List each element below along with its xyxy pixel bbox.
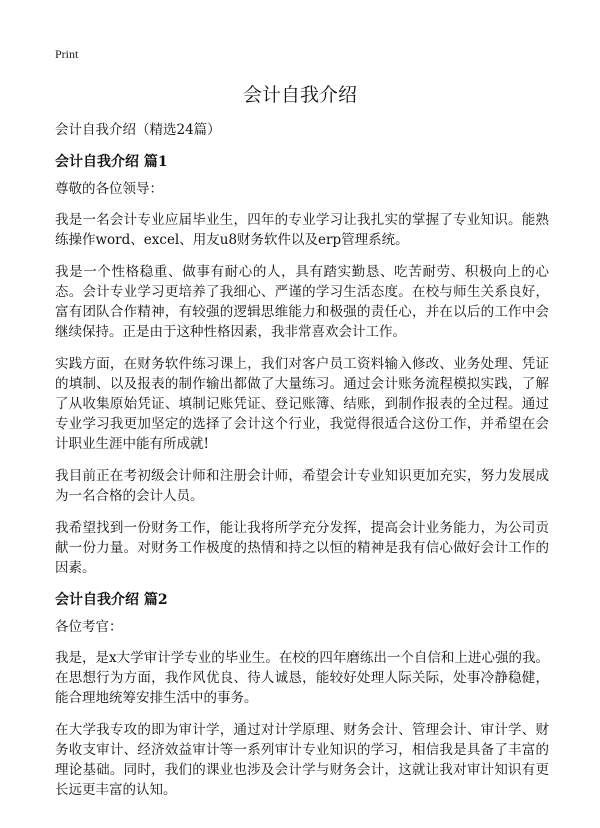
paragraph: 我是一名会计专业应届毕业生，四年的专业学习让我扎实的掌握了专业知识。能熟练操作word、excel、用友u8财务软件以及erp管理系统。 [55, 212, 549, 248]
section-heading: 会计自我介绍 篇2 [55, 592, 168, 608]
paragraph: 我是，是x大学审计学专业的毕业生。在校的四年磨练出一个自信和上进心强的我。在思想行为方面，我作风优良、待人诚恳，能较好处理人际关际，处事冷静稳健，能合理地统筹安排生活中的事务。 [55, 650, 549, 706]
document-subtitle: 会计自我介绍（精选24篇） [55, 122, 221, 138]
paragraph: 我是一个性格稳重、做事有耐心的人，具有踏实勤恳、吃苦耐劳、积极向上的心态。会计专业学习更培养了我细心、严谨的学习生活态度。在校与师生关系良好，富有团队合作精神，有较强的逻辑思维能力和极强的责任心，并在以后的工作中会继续保持。正是由于这种性格因素，我非常喜欢会计工作。 [55, 264, 549, 340]
paragraph: 实践方面，在财务软件练习课上，我们对客户员工资料输入修改、业务处理、凭证的填制、以及报表的制作输出都做了大量练习。通过会计账务流程模拟实践，了解了从收集原始凭证、填制记账凭证、登记账簿、结账，到制作报表的全过程。通过专业学习我更加坚定的选择了会计这个行业，我觉得很适合这份工作，并希望在会计职业生涯中能有所成就! [55, 356, 549, 452]
paragraph: 我希望找到一份财务工作，能让我将所学充分发挥，提高会计业务能力，为公司贡献一份力量。对财务工作极度的热情和持之以恒的精神是我有信心做好会计工作的因素。 [55, 520, 549, 576]
salutation: 各位考官： [55, 619, 123, 635]
section-2 [55, 590, 549, 800]
document-body [55, 120, 549, 812]
salutation: 尊敬的各位领导： [55, 181, 163, 197]
paragraph: 我目前正在考初级会计师和注册会计师，希望会计专业知识更加充实，努力发展成为一名合格的会计人员。 [55, 468, 549, 504]
section-heading: 会计自我介绍 篇1 [55, 154, 168, 170]
paragraph: 在大学我专攻的即为审计学，通过对计学原理、财务会计、管理会计、审计学、财务收支审计、经济效益审计等一系列审计专业知识的学习，相信我是具备了丰富的理论基础。同时，我们的课业也涉及会计学与财务会计，这就让我对审计知识有更长远更丰富的认知。 [55, 722, 549, 798]
print-link[interactable]: Print [55, 47, 79, 61]
page-title: 会计自我介绍 [242, 84, 357, 106]
section-1 [55, 152, 549, 578]
